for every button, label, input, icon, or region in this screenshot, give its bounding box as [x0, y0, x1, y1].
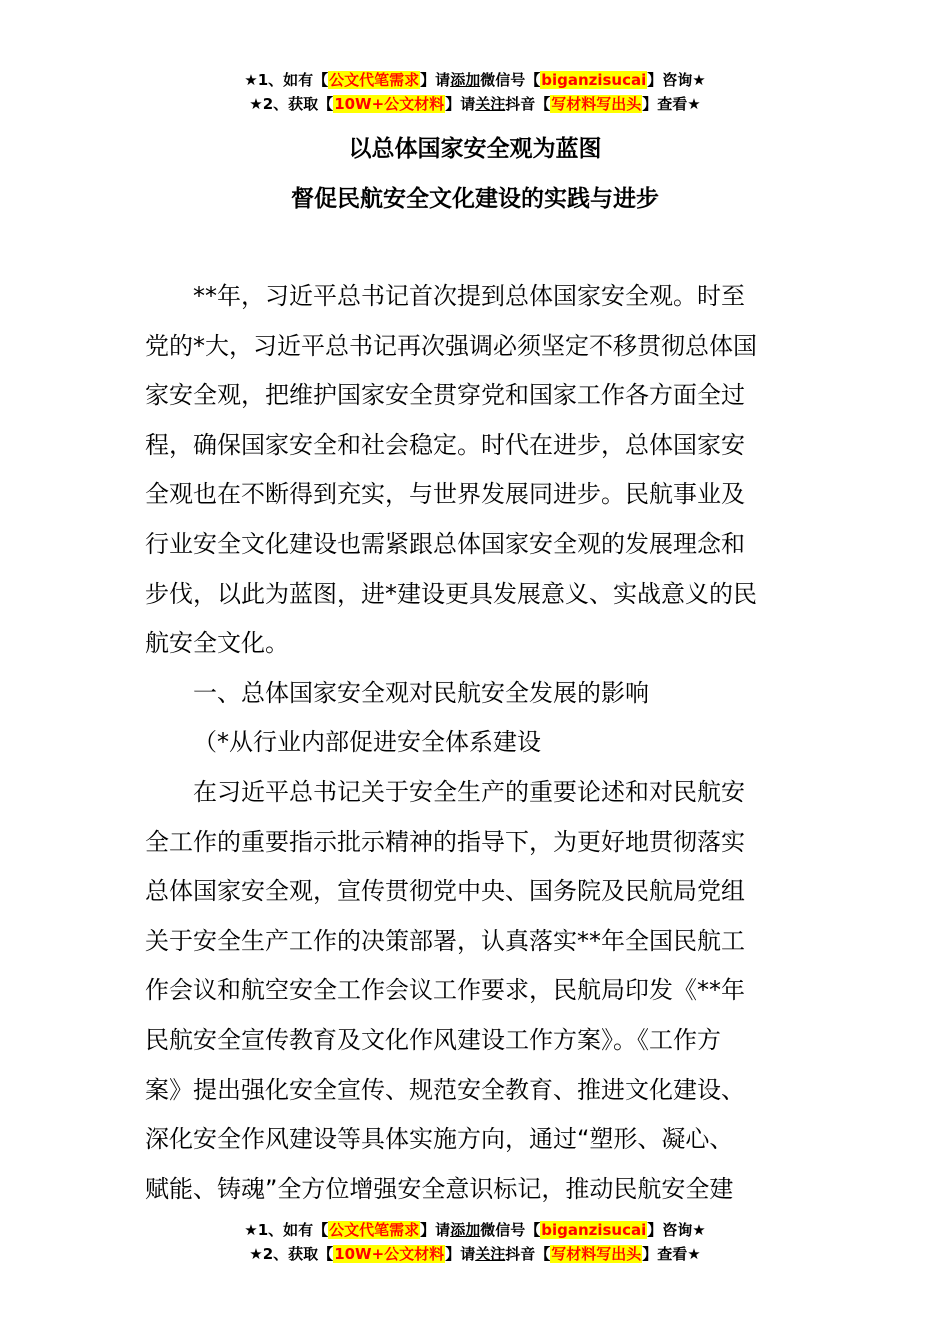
subsection-heading: （*从行业内部促进安全体系建设	[193, 728, 541, 757]
banner-line-1	[0, 68, 950, 92]
banner-underline: 添加	[450, 71, 481, 89]
body-line: 全工作的重要指示批示精神的指导下，为更好地贯彻落实	[145, 827, 745, 856]
body-line: **年，习近平总书记首次提到总体国家安全观。时至	[193, 282, 745, 310]
banner-highlight: biganzisucai	[541, 1221, 647, 1239]
banner-highlight: biganzisucai	[541, 71, 647, 89]
body-line: 家安全观，把维护国家安全贯穿党和国家工作各方面全过	[145, 381, 745, 410]
banner-text: 】请	[445, 1245, 476, 1263]
banner-text: 】咨询★	[647, 1221, 706, 1239]
body-line: 在习近平总书记关于安全生产的重要论述和对民航安	[193, 777, 745, 806]
banner-highlight: 写材料写出头	[551, 1245, 642, 1263]
banner-line-2	[0, 92, 950, 116]
body-line: 党的*大，习近平总书记再次强调必须坚定不移贯彻总体国	[145, 331, 757, 360]
banner-text: 微信号【	[480, 71, 541, 89]
banner-highlight: 写材料写出头	[551, 95, 642, 113]
section-heading: 一、总体国家安全观对民航安全发展的影响	[193, 678, 649, 707]
body-line: 赋能、铸魂”全方位增强安全意识标记，推动民航安全建	[145, 1174, 734, 1203]
banner-text: 微信号【	[480, 1221, 541, 1239]
banner-text: ★1、如有【	[244, 71, 329, 89]
body-line: 航安全文化。	[145, 629, 289, 658]
body-line: 案》提出强化安全宣传、规范安全教育、推进文化建设、	[145, 1075, 745, 1104]
banner-text: ★2、获取【	[249, 1245, 334, 1263]
body-line: 作会议和航空安全工作会议工作要求，民航局印发《**年	[145, 976, 745, 1005]
banner-text: 】请	[420, 1221, 451, 1239]
banner-text: 】请	[420, 71, 451, 89]
body-line: 深化安全作风建设等具体实施方向，通过“塑形、凝心、	[145, 1125, 734, 1154]
body-line: 民航安全宣传教育及文化作风建设工作方案》。《工作方	[145, 1025, 721, 1054]
banner-text: ★1、如有【	[244, 1221, 329, 1239]
banner-text: 】请	[445, 95, 476, 113]
banner-text: 】查看★	[642, 1245, 701, 1263]
document-title: 以总体国家安全观为蓝图	[348, 136, 602, 162]
body-line: 全观也在不断得到充实，与世界发展同进步。民航事业及	[145, 480, 745, 509]
banner-highlight: 公文代笔需求	[329, 71, 420, 89]
body-line: 总体国家安全观，宣传贯彻党中央、国务院及民航局党组	[145, 877, 745, 906]
body-line: 步伐，以此为蓝图，进*建设更具发展意义、实战意义的民	[145, 579, 757, 608]
banner-text: 】咨询★	[647, 71, 706, 89]
body-line: 关于安全生产工作的决策部署，认真落实**年全国民航工	[145, 926, 745, 955]
body-line: 行业安全文化建设也需紧跟总体国家安全观的发展理念和	[145, 529, 745, 558]
banner-text: 抖音【	[505, 1245, 551, 1263]
banner-highlight: 10W+公文材料	[334, 1245, 445, 1263]
footer-banner	[0, 1218, 950, 1266]
banner-line-2	[0, 1242, 950, 1266]
banner-line-1	[0, 1218, 950, 1242]
banner-highlight: 公文代笔需求	[329, 1221, 420, 1239]
banner-highlight: 10W+公文材料	[334, 95, 445, 113]
header-banner	[0, 68, 950, 116]
document-body	[145, 272, 805, 1214]
banner-underline: 添加	[450, 1221, 481, 1239]
document-subtitle: 督促民航安全文化建设的实践与进步	[291, 186, 659, 212]
banner-text: ★2、获取【	[249, 95, 334, 113]
banner-text: 抖音【	[505, 95, 551, 113]
banner-underline: 关注	[475, 1245, 506, 1263]
body-line: 程，确保国家安全和社会稳定。时代在进步，总体国家安	[145, 430, 745, 459]
banner-underline: 关注	[475, 95, 506, 113]
banner-text: 】查看★	[642, 95, 701, 113]
